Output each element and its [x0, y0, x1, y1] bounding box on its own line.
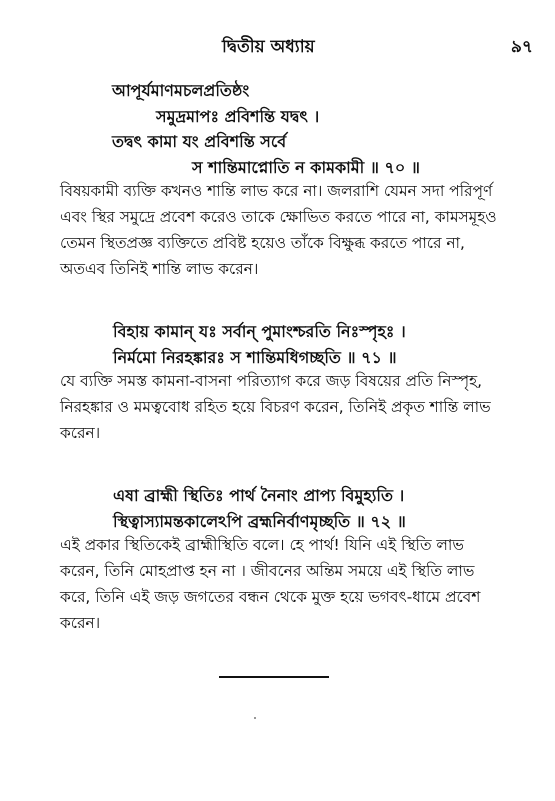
print-speck	[254, 717, 256, 719]
verse-71-line-1: বিহায় কামান্ যঃ সর্বান্ পুমাংশ্চরতি নিঃস্পৃহঃ ।	[113, 322, 406, 341]
translation-line: তেমন স্থিতপ্রজ্ঞ ব্যক্তিতে প্রবিষ্ট হয়েও তাঁকে বিক্ষুব্ধ করতে পারে না,	[60, 234, 465, 252]
verse-71-line-2: নির্মমো নিরহঙ্কারঃ স শান্তিমধিগচ্ছতি ॥ ৭১ ॥	[113, 348, 397, 367]
verse-70-translation	[60, 178, 534, 282]
verse-72-line-2: স্থিত্বাস্যামন্তকালেঽপি ব্রহ্মনির্বাণমৃচ্ছতি ॥ ৭২ ॥	[113, 512, 406, 531]
page-header	[0, 34, 555, 58]
translation-line: যে ব্যক্তি সমস্ত কামনা-বাসনা পরিত্যাগ করে জড় বিষয়ের প্রতি নিস্পৃহ,	[60, 372, 483, 390]
verse-72-translation	[60, 532, 534, 636]
translation-line: অতএব তিনিই শান্তি লাভ করেন।	[60, 260, 259, 278]
verse-70-line-2: সমুদ্রমাপঃ প্রবিশন্তি যদ্বৎ ।	[156, 107, 320, 126]
verse-70-line-1: আপূর্যমাণমচলপ্রতিষ্ঠং	[112, 81, 250, 100]
translation-line: বিষয়কামী ব্যক্তি কখনও শান্তি লাভ করে না। জলরাশি যেমন সদা পরিপূর্ণ	[60, 182, 493, 200]
page-number: ৯৭	[510, 37, 533, 57]
translation-line: এই প্রকার স্থিতিকেই ব্রাহ্মীস্থিতি বলে। হে পার্থ! যিনি এই স্থিতি লাভ	[60, 536, 464, 554]
translation-line: করেন, তিনি মোহপ্রাপ্ত হন না । জীবনের অন্তিম সময়ে এই স্থিতি লাভ	[60, 562, 475, 580]
section-end-rule	[219, 676, 329, 678]
chapter-title: দ্বিতীয় অধ্যায়	[222, 37, 315, 57]
verse-70-line-3: তদ্বৎ কামা যং প্রবিশন্তি সর্বে	[112, 132, 287, 151]
translation-line: করেন।	[60, 424, 101, 442]
translation-line: এবং স্থির সমুদ্রে প্রবেশ করেও তাকে ক্ষোভিত করতে পারে না, কামসমূহও	[60, 208, 497, 226]
verse-70-line-4: স শান্তিমাপ্নোতি ন কামকামী ॥ ৭০ ॥	[192, 158, 420, 177]
verse-71-translation	[60, 368, 534, 446]
translation-line: করেন।	[60, 614, 101, 632]
translation-line: নিরহঙ্কার ও মমত্ববোধ রহিত হয়ে বিচরণ করেন, তিনিই প্রকৃত শান্তি লাভ	[60, 398, 491, 416]
verse-72-line-1: এষা ব্রাহ্মী স্থিতিঃ পার্থ নৈনাং প্রাপ্য বিমুহ্যতি ।	[113, 486, 405, 505]
translation-line: করে, তিনি এই জড় জগতের বন্ধন থেকে মুক্ত হয়ে ভগবৎ-ধামে প্রবেশ	[60, 588, 481, 606]
